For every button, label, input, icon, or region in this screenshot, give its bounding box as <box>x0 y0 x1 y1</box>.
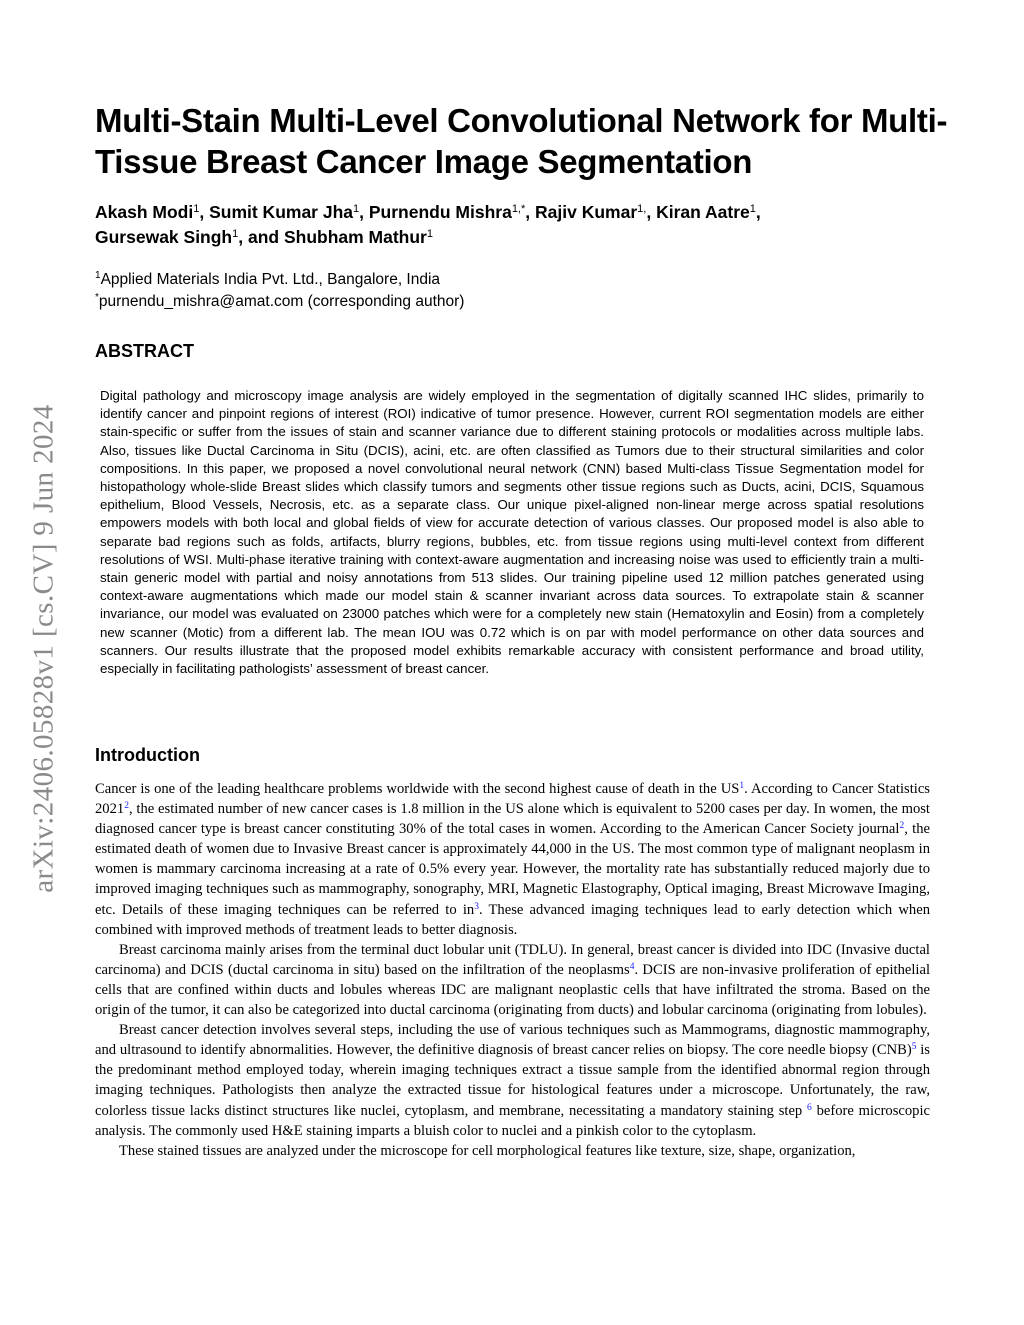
affiliation-line <box>95 269 955 291</box>
citation-link[interactable]: 6 <box>807 1102 812 1113</box>
arxiv-side-stamp <box>20 368 68 928</box>
affiliation-mark: 1 <box>95 270 101 281</box>
author-separator: , and <box>238 227 284 247</box>
citation-link[interactable]: 2 <box>899 821 905 832</box>
affiliation-text: Applied Materials India Pvt. Ltd., Bangalore, India <box>100 271 441 288</box>
citation-link[interactable]: 2 <box>124 801 129 812</box>
introduction-heading: Introduction <box>95 745 200 765</box>
citation-link[interactable]: 1 <box>739 781 745 791</box>
author-separator: , <box>359 202 369 222</box>
author-separator: , <box>525 202 536 222</box>
author-name: Kiran Aatre <box>656 202 750 222</box>
correspondence-text: purnendu_mishra@amat.com (corresponding author) <box>98 293 465 310</box>
author-name: Sumit Kumar Jha <box>209 202 354 222</box>
author-name: Rajiv Kumar <box>535 202 638 222</box>
affiliations <box>95 269 955 313</box>
citation-link[interactable]: 4 <box>629 961 635 972</box>
introduction-body <box>95 779 930 1161</box>
author-name: Purnendu Mishra <box>368 202 512 222</box>
author-name: Akash Modi <box>95 202 194 222</box>
body-paragraph: These stained tissues are analyzed under the microscope for cell morphological features like texture, size, shape, organization, <box>119 1142 856 1159</box>
author-separator: , <box>199 202 210 222</box>
author-name: Gursewak Singh <box>95 227 233 247</box>
author-name: Shubham Mathur <box>283 227 427 247</box>
body-paragraph: Cancer is one of the leading healthcare problems worldwide with the second highest cause of death in the US$^1$. According to Cancer Statistics 2021$^2$, the estimated number of new cancer cases is 1.8 million in the US alone which is equivalent to 5200 cases per day. In women, the most diagnosed cancer type is breast cancer constituting 30% of the total cases in women. According to the American Cancer Society journal$^2$, the estimated death of women due to Invasive Breast cancer is approximately 44,000 in the US. The most common type of malignant neoplasm in women is mammary carcinoma increasing at a rate of 0.5% every year. However, the mortality rate has substantially reduced majorly due to improved imaging techniques such as mammography, sonography, MRI, Magnetic Elastography, Optical imaging, Breast Microwave Imaging, etc. Details of these imaging techniques can be referred to in$^3$. These advanced imaging techniques lead to early detection which when combined with improved methods of treatment leads to better diagnosis. <box>95 781 930 938</box>
citation-link[interactable]: 5 <box>911 1042 917 1053</box>
author-affiliation-mark: 1 <box>232 228 239 240</box>
abstract-text: Digital pathology and microscopy image analysis are widely employed in the segmentation of digitally scanned IHC slides, primarily to identify cancer and pinpoint regions of interest (ROI) indicative of tumor presence. However, current ROI segmentation models are either stain-specific or suffer from the issues of stain and scanner variance due to different staining protocols or modalities across multiple labs. Also, tissues like Ductal Carcinoma in Situ (DCIS), acini, etc. are often classified as Tumors due to their structural similarities and color compositions. In this paper, we proposed a novel convolutional neural network (CNN) based Multi-class Tissue Segmentation model for histopathology whole-slide Breast slides which classify tumors and segments other tissue regions such as Ducts, acini, DCIS, Squamous epithelium, Blood Vessels, Necrosis, etc. as a separate class. Our unique pixel-aligned non-linear merge across spatial resolutions empowers models with both local and global fields of view for accurate detection of various classes. Our proposed model is also able to separate bad regions such as folds, artifacts, blurry regions, bubbles, etc. from tissue regions using multi-level context from different resolutions of WSI. Multi-phase iterative training with context-aware augmentation and increasing noise was used to efficiently train a multi-stain generic model with partial and noisy annotations from 513 slides. Our training pipeline used 12 million patches generated using context-aware augmentations which made our model stain & scanner invariant across data sources. To extrapolate stain & scanner invariance, our model was evaluated on 23000 patches which were for a completely new stain (Hematoxylin and Eosin) from a completely new scanner (Motic) from a different lab. The mean IOU was 0.72 which is on par with model performance on other data sources and scanners. Our results illustrate that the proposed model exhibits remarkable accuracy with consistent performance and broad utility, especially in facilitating pathologists’ assessment of breast cancer. <box>100 388 924 677</box>
author-affiliation-mark: 1,* <box>511 203 526 215</box>
author-separator: , <box>646 202 657 222</box>
author-separator: , <box>755 202 761 222</box>
author-affiliation-mark: 1 <box>749 203 756 215</box>
author-affiliation-mark: 1 <box>193 203 200 215</box>
author-affiliation-mark: 1 <box>353 203 360 215</box>
abstract-heading: ABSTRACT <box>95 341 194 361</box>
author-affiliation-mark: 1, <box>637 203 647 215</box>
body-paragraph: Breast cancer detection involves several steps, including the use of various techniques such as Mammograms, diagnostic mammography, and ultrasound to identify abnormalities. However, the definitive diagnosis of breast cancer relies on biopsy. The core needle biopsy (CNB)$^5$ is the predominant method employed today, wherein imaging techniques extract a tissue sample from the identified abnormal region through imaging techniques. Pathologists then analyze the extracted tissue for histological features under a microscope. Unfortunately, the raw, colorless tissue lacks distinct structures like nuclei, cytoplasm, and membrane, necessitating a mandatory staining step $^6$ before microscopic analysis. The commonly used H&E staining imparts a bluish color to nuclei and a pinkish color to the cytoplasm. <box>95 1022 931 1139</box>
correspondence-mark: * <box>95 292 99 303</box>
citation-link[interactable]: 3 <box>474 901 479 912</box>
correspondence-line <box>95 291 955 313</box>
author-list <box>95 200 955 250</box>
arxiv-identifier: arXiv:2406.05828v1 [cs.CV] 9 Jun 2024 <box>27 403 60 893</box>
paper-title: Multi-Stain Multi-Level Convolutional Network for Multi-Tissue Breast Cancer Image Segmentation <box>95 102 948 180</box>
body-paragraph: Breast carcinoma mainly arises from the terminal duct lobular unit (TDLU). In general, breast cancer is divided into IDC (Invasive ductal carcinoma) and DCIS (ductal carcinoma in situ) based on the infiltration of the neoplasms$^4$. DCIS are non-invasive proliferation of epithelial cells that are confined within ducts and lobules whereas IDC are malignant neoplastic cells that have infiltrated the stroma. Based on the origin of the tumor, it can also be categorized into ductal carcinoma (originating from ducts) and lobular carcinoma (originating from lobules). <box>95 941 931 1019</box>
author-affiliation-mark: 1 <box>426 228 433 240</box>
